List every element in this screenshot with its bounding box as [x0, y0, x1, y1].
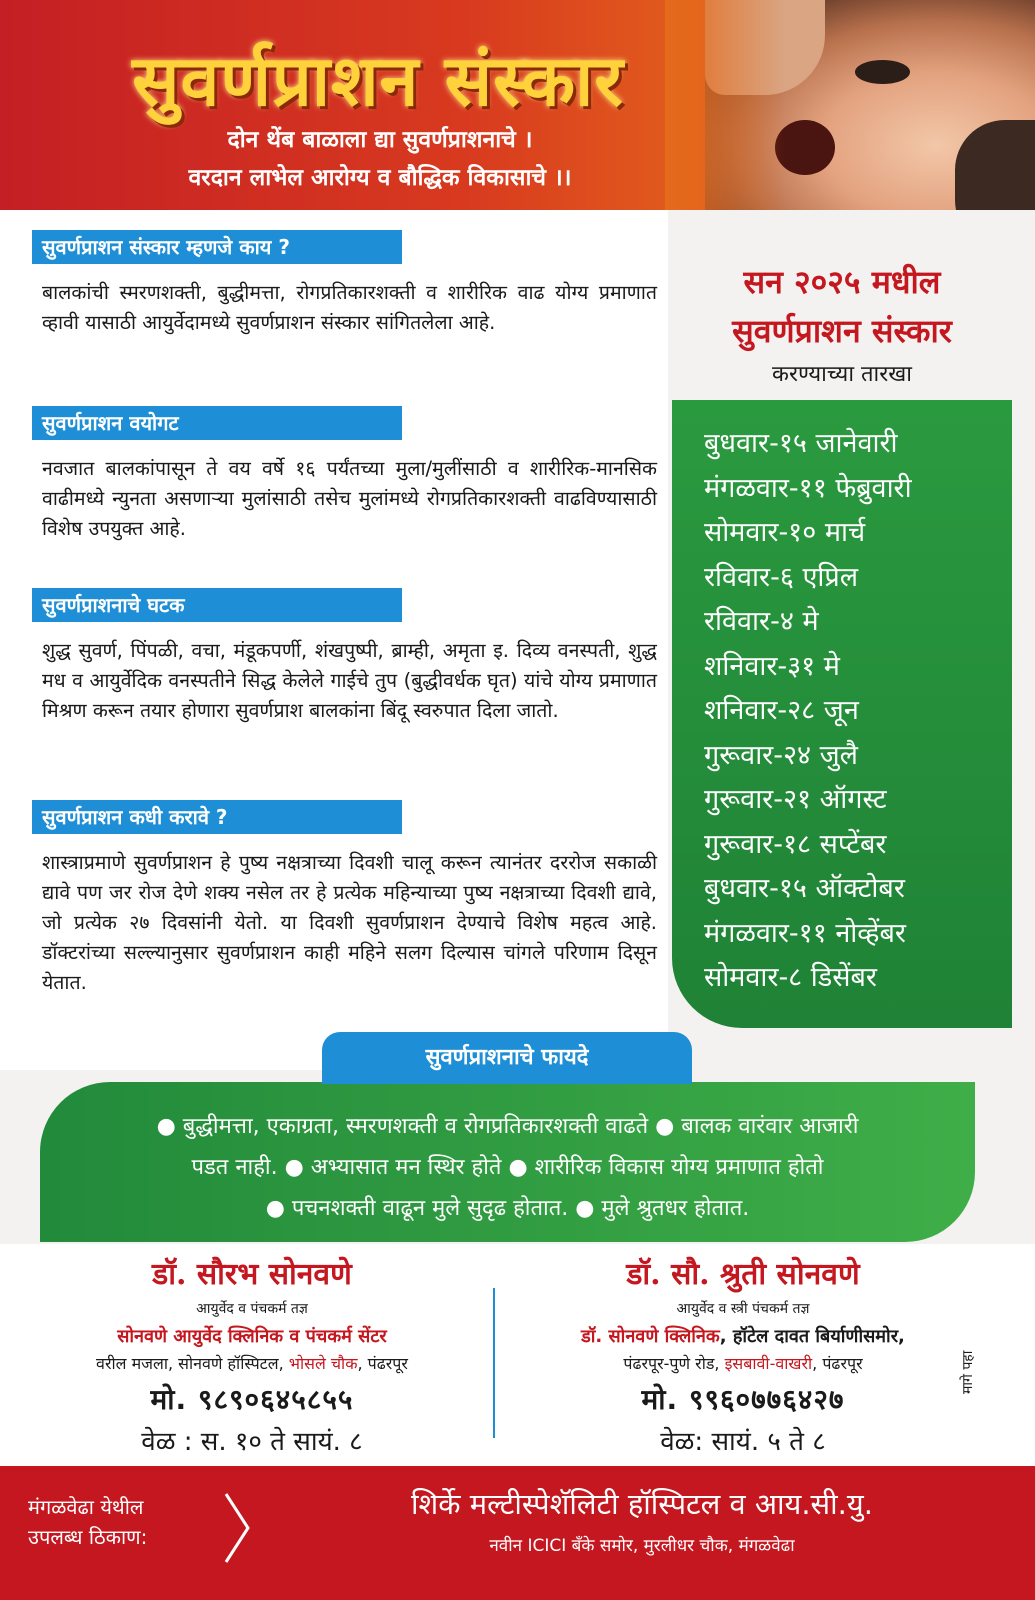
address-part: पंढरपूर-पुणे रोड, [623, 1354, 725, 1373]
footer [0, 1466, 1035, 1600]
section-body-age: नवजात बालकांपासून ते वय वर्षे १६ पर्यंतच्या मुला/मुलींसाठी व शारीरिक-मानसिक वाढीमध्ये न्युनता असणाऱ्या मुलांसाठी तसेच मुलांमध्ये रोगप्रतिकारशक्ती वाढविण्यासाठी विशेष उपयुक्त आहे. [42, 457, 657, 540]
doctor-phone: मो. ९८९०६४५८५५ [150, 1383, 354, 1416]
header-banner [0, 0, 1035, 210]
dates-title [672, 260, 1012, 388]
doctor-specialty: आयुर्वेद व स्त्री पंचकर्म तज्ञ [676, 1301, 810, 1317]
benefits-heading: सुवर्णप्राशनाचे फायदे [322, 1032, 692, 1084]
doctor-name: डॉ. सौ. श्रुती सोनवणे [626, 1257, 860, 1292]
address-landmark: इसबावी-वाखरी [724, 1354, 813, 1373]
date-item: रविवार-६ एप्रिल [704, 561, 859, 593]
clinic-name [12, 1324, 492, 1348]
doctors-divider [493, 1288, 495, 1438]
section-body-what: बालकांची स्मरणशक्ती, बुद्धीमत्ता, रोगप्रतिकारशक्ती व शारीरिक वाढ योग्य प्रमाणात व्हावी यासाठी आयुर्वेदामध्ये सुवर्णप्राशन संस्कार सांगितलेला आहे. [42, 281, 657, 334]
benefits-box [40, 1082, 975, 1242]
date-item: बुधवार-१५ ऑक्टोबर [704, 873, 905, 904]
date-item: मंगळवार-११ नोव्हेंबर [704, 917, 906, 949]
section-heading-what: सुवर्णप्राशन संस्कार म्हणजे काय ? [32, 230, 402, 264]
date-item: मंगळवार-११ फेब्रुवारी [704, 472, 912, 504]
benefits-line-3: ● पचनशक्ती वाढून मुले सुदृढ होतात. ● मुले श्रुतधर होतात. [265, 1196, 750, 1221]
doctor-phone: मो. ९९६०७७६४२७ [641, 1383, 845, 1416]
clinic-name-text: डॉ. सोनवणे क्लिनिक [581, 1326, 720, 1347]
address-part: , पंढरपूर [812, 1354, 863, 1373]
doctor-timing: वेळ: सायं. ५ ते ८ [660, 1427, 826, 1457]
date-item: शनिवार-३१ मे [704, 650, 840, 682]
address-part: वरील मजला, सोनवणे हॉस्पिटल, [96, 1354, 289, 1373]
dates-title-year: सन २०२५ मधील [743, 263, 941, 301]
address-part: , पंढरपूर [357, 1354, 408, 1373]
date-item: गुरूवार-१८ सप्टेंबर [704, 828, 887, 860]
date-list [704, 422, 912, 1001]
doctor-name: डॉ. सौरभ सोनवणे [152, 1257, 352, 1292]
doctor-timing: वेळ : स. १० ते सायं. ८ [141, 1427, 363, 1457]
benefits-text [70, 1106, 945, 1229]
clinic-address [503, 1352, 983, 1374]
photo-eye [855, 60, 910, 84]
clinic-name-text: सोनवणे आयुर्वेद क्लिनिक व पंचकर्म सेंटर [117, 1326, 387, 1347]
clinic-location: , हॉटेल दावत बिर्याणीसमोर, [719, 1326, 905, 1347]
date-item: बुधवार-१५ जानेवारी [704, 428, 898, 459]
tagline-line-1: दोन थेंब बाळाला द्या सुवर्णप्राशनाचे । [227, 127, 533, 153]
date-item: रविवार-४ मे [704, 606, 819, 637]
chevron-right-icon [222, 1492, 252, 1564]
benefits-line-1: ● बुद्धीमत्ता, एकाग्रता, स्मरणशक्ती व रोगप्रतिकारशक्ती वाढते ● बालक वारंवार आजारी [156, 1114, 859, 1139]
doctor-card-saurabh [12, 1252, 492, 1458]
section-heading-ingredients: सुवर्णप्राशनाचे घटक [32, 588, 402, 622]
clinic-address [12, 1352, 492, 1374]
address-landmark: भोसले चौक [288, 1354, 358, 1373]
date-item: गुरूवार-२१ ऑगस्ट [704, 784, 887, 815]
section-body-ingredients: शुद्ध सुवर्ण, पिंपळी, वचा, मंडूकपर्णी, शंखपुष्पी, ब्राम्ही, अमृता इ. दिव्य वनस्पती, शुद्ध मध व आयुर्वेदिक वनस्पतीने सिद्ध केलेले गाईचे तुप (बुद्धीवर्धक घृत) यांचे योग्य प्रमाणात मिश्रण करून तयार होणारा सुवर्णप्राश बालकांना बिंदू स्वरुपात दिला जातो. [42, 639, 657, 722]
page-title: सुवर्णप्राशन संस्कार [132, 39, 624, 122]
dates-title-sub: करण्याच्या तारखा [772, 362, 912, 387]
doctors-section [0, 1244, 1035, 1466]
hospital-address: नवीन ICICI बँके समोर, मुरलीधर चौक, मंगळवेढा [489, 1536, 795, 1556]
clinic-name [503, 1324, 983, 1348]
date-item: सोमवार-८ डिसेंबर [704, 962, 877, 993]
benefits-line-2: पडत नाही. ● अभ्यासात मन स्थिर होते ● शारीरिक विकास योग्य प्रमाणात होतो [191, 1155, 824, 1180]
date-item: शनिवार-२८ जून [704, 695, 859, 726]
info-panel [0, 210, 668, 1070]
doctor-card-shruti [503, 1252, 983, 1458]
footer-label-line-1: मंगळवेढा येथील [28, 1495, 144, 1519]
section-body-when: शास्त्राप्रमाणे सुवर्णप्राशन हे पुष्य नक्षत्राच्या दिवशी चालू करून त्यानंतर दररोज सकाळी द्यावे पण जर रोज देणे शक्य नसेल तर हे प्रत्येक महिन्याच्या पुष्य नक्षत्राच्या दिवशी द्यावे, जो प्रत्येक २७ दिवसांनी येतो. या दिवशी सुवर्णप्राशन देण्याचे विशेष महत्व आहे. डॉक्टरांच्या सल्ल्यानुसार सुवर्णप्राशन काही महिने सलग दिल्यास चांगले परिणाम दिसून येतात. [42, 851, 657, 994]
dates-box [672, 400, 1012, 1028]
tagline-line-2: वरदान लाभेल आरोग्य व बौद्धिक विकासाचे ।। [188, 165, 572, 191]
section-heading-age: सुवर्णप्राशन वयोगट [32, 406, 402, 440]
footer-label-line-2: उपलब्ध ठिकाण: [28, 1525, 148, 1549]
date-item: सोमवार-१० मार्च [704, 517, 866, 548]
date-item: गुरूवार-२४ जुलै [704, 739, 858, 771]
side-note: मागे पहा [960, 1350, 976, 1394]
hospital-name: शिर्के मल्टीस्पेशॅलिटी हॉस्पिटल व आय.सी.यु. [411, 1487, 873, 1521]
photo-hand [955, 120, 1035, 210]
section-heading-when: सुवर्णप्राशन कधी करावे ? [32, 800, 402, 834]
footer-location-label [28, 1492, 228, 1552]
doctor-specialty: आयुर्वेद व पंचकर्म तज्ञ [196, 1301, 308, 1317]
footer-hospital [262, 1484, 1022, 1556]
dates-title-main: सुवर्णप्राशन संस्कार [732, 312, 952, 350]
